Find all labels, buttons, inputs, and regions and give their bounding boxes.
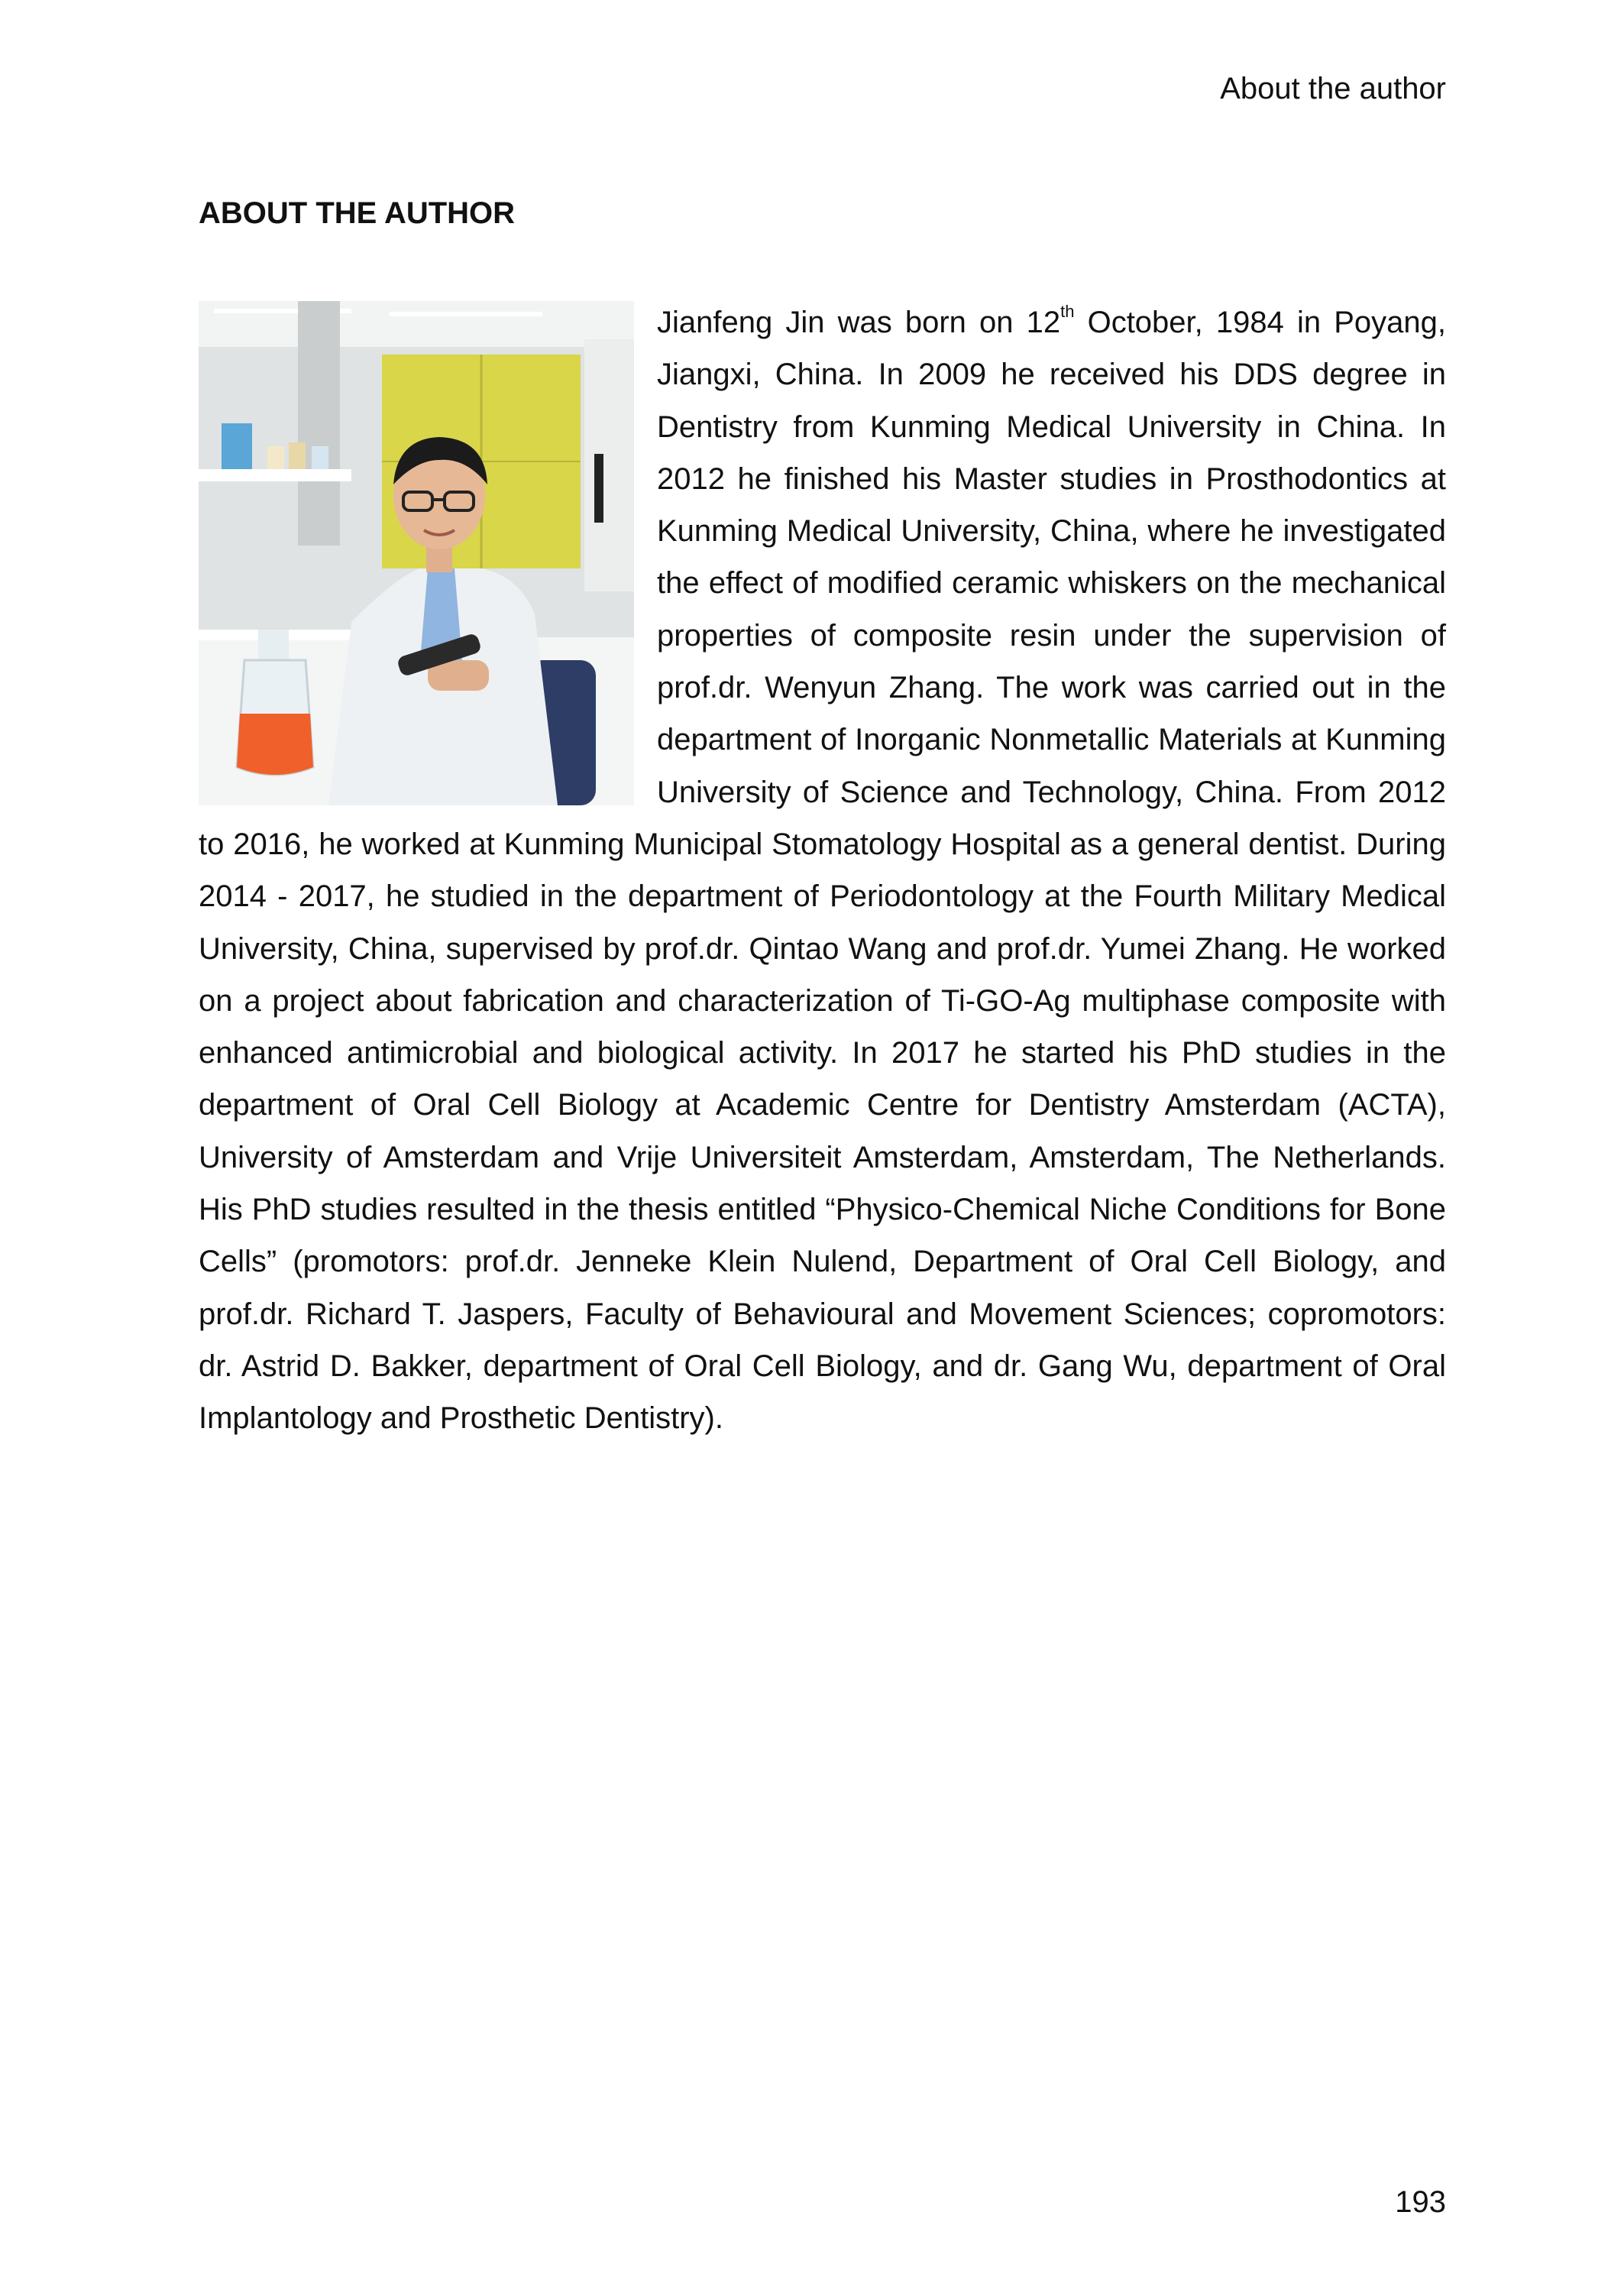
author-biography [199, 296, 1446, 1445]
ordinal-superscript: th [1060, 302, 1075, 321]
running-header: About the author [1220, 72, 1446, 105]
page-number: 193 [1395, 2185, 1446, 2219]
bio-text: October, 1984 in Poyang, Jiangxi, China. In 2009 he received his DDS degree in Dentistry from Kunming Medical University in China. In 2012 he finished his Master studies in Prosthodontics at Kunming Medical University, China, where he investigated the effect of modified ceramic whiskers on the mechanical properties of composite resin under the supervision of prof.dr. Wenyun Zhang. The work was carried out in the department of Inorganic Nonmetallic Materials at Kunming University of Science and Technology, China. From 2012 to 2016, he worked at Kunming Municipal Stomatology Hospital as a general dentist. During 2014 - 2017, he studied in the department of Periodontology at the Fourth Military Medical University, China, supervised by prof.dr. Qintao Wang and prof.dr. Yumei Zhang. He worked on a project about fabrication and characterization of Ti-GO-Ag multiphase composite with enhanced antimicrobial and biological activity. In 2017 he started his PhD studies in the department of Oral Cell Biology at Academic Centre for Dentistry Amsterdam (ACTA), University of Amsterdam and Vrije Universiteit Amsterdam, Amsterdam, The Netherlands. His PhD studies resulted in the thesis entitled “Physico-Chemical Niche Conditions for Bone Cells” (promotors: prof.dr. Jenneke Klein Nulend, Department of Oral Cell Biology, and prof.dr. Richard T. Jaspers, Faculty of Behavioural and Movement Sciences; copromotors: dr. Astrid D. Bakker, department of Oral Cell Biology, and dr. Gang Wu, department of Oral Implantology and Prosthetic Dentistry). [199, 306, 1447, 1436]
author-photo [199, 301, 634, 805]
section-title: ABOUT THE AUTHOR [199, 196, 516, 230]
bio-intro: Jianfeng Jin was born on 12 [657, 306, 1061, 339]
